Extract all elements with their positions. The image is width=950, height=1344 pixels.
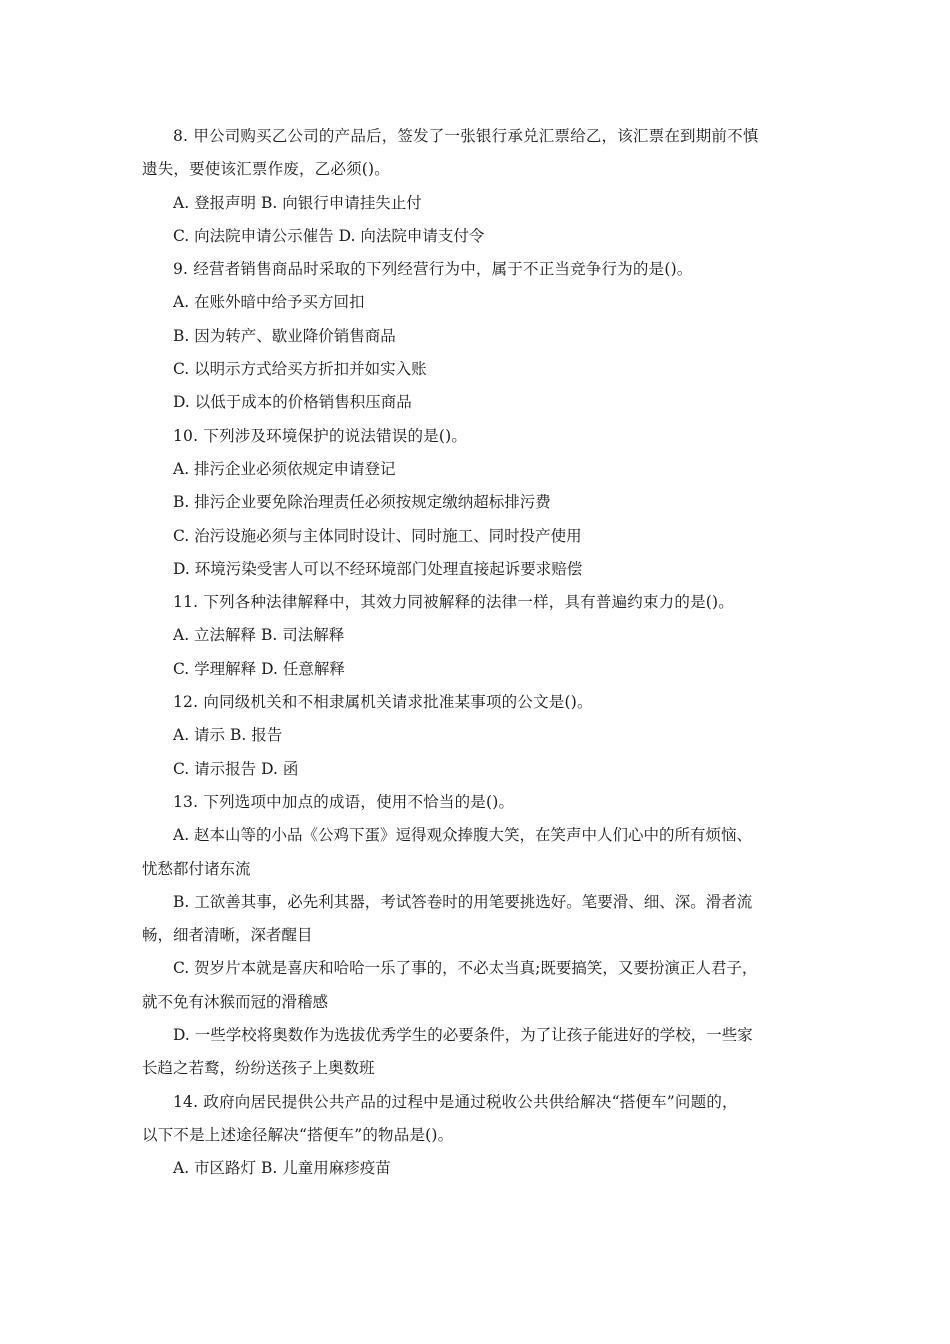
question-13-option-c-line-1: C. 贺岁片本就是喜庆和哈哈一乐了事的，不必太当真;既要搞笑，又要扮演正人君子， [173, 959, 758, 978]
question-13-option-b-line-2: 畅，细者清晰，深者醒目 [142, 926, 313, 945]
question-13-option-b-line-1: B. 工欲善其事，必先利其器，考试答卷时的用笔要挑选好。笔要滑、细、深。滑者流 [173, 892, 753, 911]
question-11-option-cd: C. 学理解释 D. 任意解释 [173, 659, 345, 678]
question-13-option-d-line-2: 长趋之若鹜，纷纷送孩子上奥数班 [142, 1059, 375, 1078]
question-8-stem-line-1: 8. 甲公司购买乙公司的产品后，签发了一张银行承兑汇票给乙，该汇票在到期前不慎 [173, 127, 759, 145]
question-14-stem-line-1: 14. 政府向居民提供公共产品的过程中是通过税收公共供给解决“搭便车”问题的， [173, 1092, 738, 1111]
question-9-option-a: A. 在账外暗中给予买方回扣 [173, 293, 365, 312]
question-14-stem-line-2: 以下不是上述途径解决“搭便车”的物品是()。 [142, 1125, 454, 1144]
question-12-option-cd: C. 请示报告 D. 函 [173, 759, 299, 778]
question-11-stem: 11. 下列各种法律解释中，其效力同被解释的法律一样，具有普遍约束力的是()。 [173, 593, 734, 612]
question-13-stem: 13. 下列选项中加点的成语，使用不恰当的是()。 [173, 792, 515, 811]
question-8-option-cd: C. 向法院申请公示催告 D. 向法院申请支付令 [173, 226, 485, 245]
question-8-option-ab: A. 登报声明 B. 向银行申请挂失止付 [173, 193, 422, 212]
question-12-stem: 12. 向同级机关和不相隶属机关请求批准某事项的公文是()。 [173, 693, 593, 712]
question-13-option-c-line-2: 就不免有沐猴而冠的滑稽感 [142, 992, 329, 1011]
exam-questions [142, 120, 802, 1186]
question-9-option-d: D. 以低于成本的价格销售积压商品 [173, 393, 412, 412]
question-13-option-a-line-2: 忧愁都付诸东流 [142, 859, 251, 878]
question-13-option-d-line-1: D. 一些学校将奥数作为选拔优秀学生的必要条件，为了让孩子能进好的学校，一些家 [173, 1026, 753, 1045]
question-10-option-b: B. 排污企业要免除治理责任必须按规定缴纳超标排污费 [173, 493, 551, 512]
question-9-option-c: C. 以明示方式给买方折扣并如实入账 [173, 360, 427, 379]
question-10-option-c: C. 治污设施必须与主体同时设计、同时施工、同时投产使用 [173, 526, 582, 545]
question-14-option-ab: A. 市区路灯 B. 儿童用麻疹疫苗 [173, 1159, 391, 1178]
question-8-stem-line-2: 遗失，要使该汇票作废，乙必须()。 [142, 160, 390, 179]
question-10-stem: 10. 下列涉及环境保护的说法错误的是()。 [173, 426, 468, 445]
question-13-option-a-line-1: A. 赵本山等的小品《公鸡下蛋》逗得观众捧腹大笑，在笑声中人们心中的所有烦恼、 [173, 826, 753, 845]
question-9-stem: 9. 经营者销售商品时采取的下列经营行为中，属于不正当竞争行为的是()。 [173, 260, 693, 279]
question-10-option-a: A. 排污企业必须依规定申请登记 [173, 459, 396, 478]
question-10-option-d: D. 环境污染受害人可以不经环境部门处理直接起诉要求赔偿 [173, 559, 583, 578]
question-12-option-ab: A. 请示 B. 报告 [173, 726, 283, 745]
question-9-option-b: B. 因为转产、歇业降价销售商品 [173, 326, 396, 345]
question-11-option-ab: A. 立法解释 B. 司法解释 [173, 626, 345, 645]
